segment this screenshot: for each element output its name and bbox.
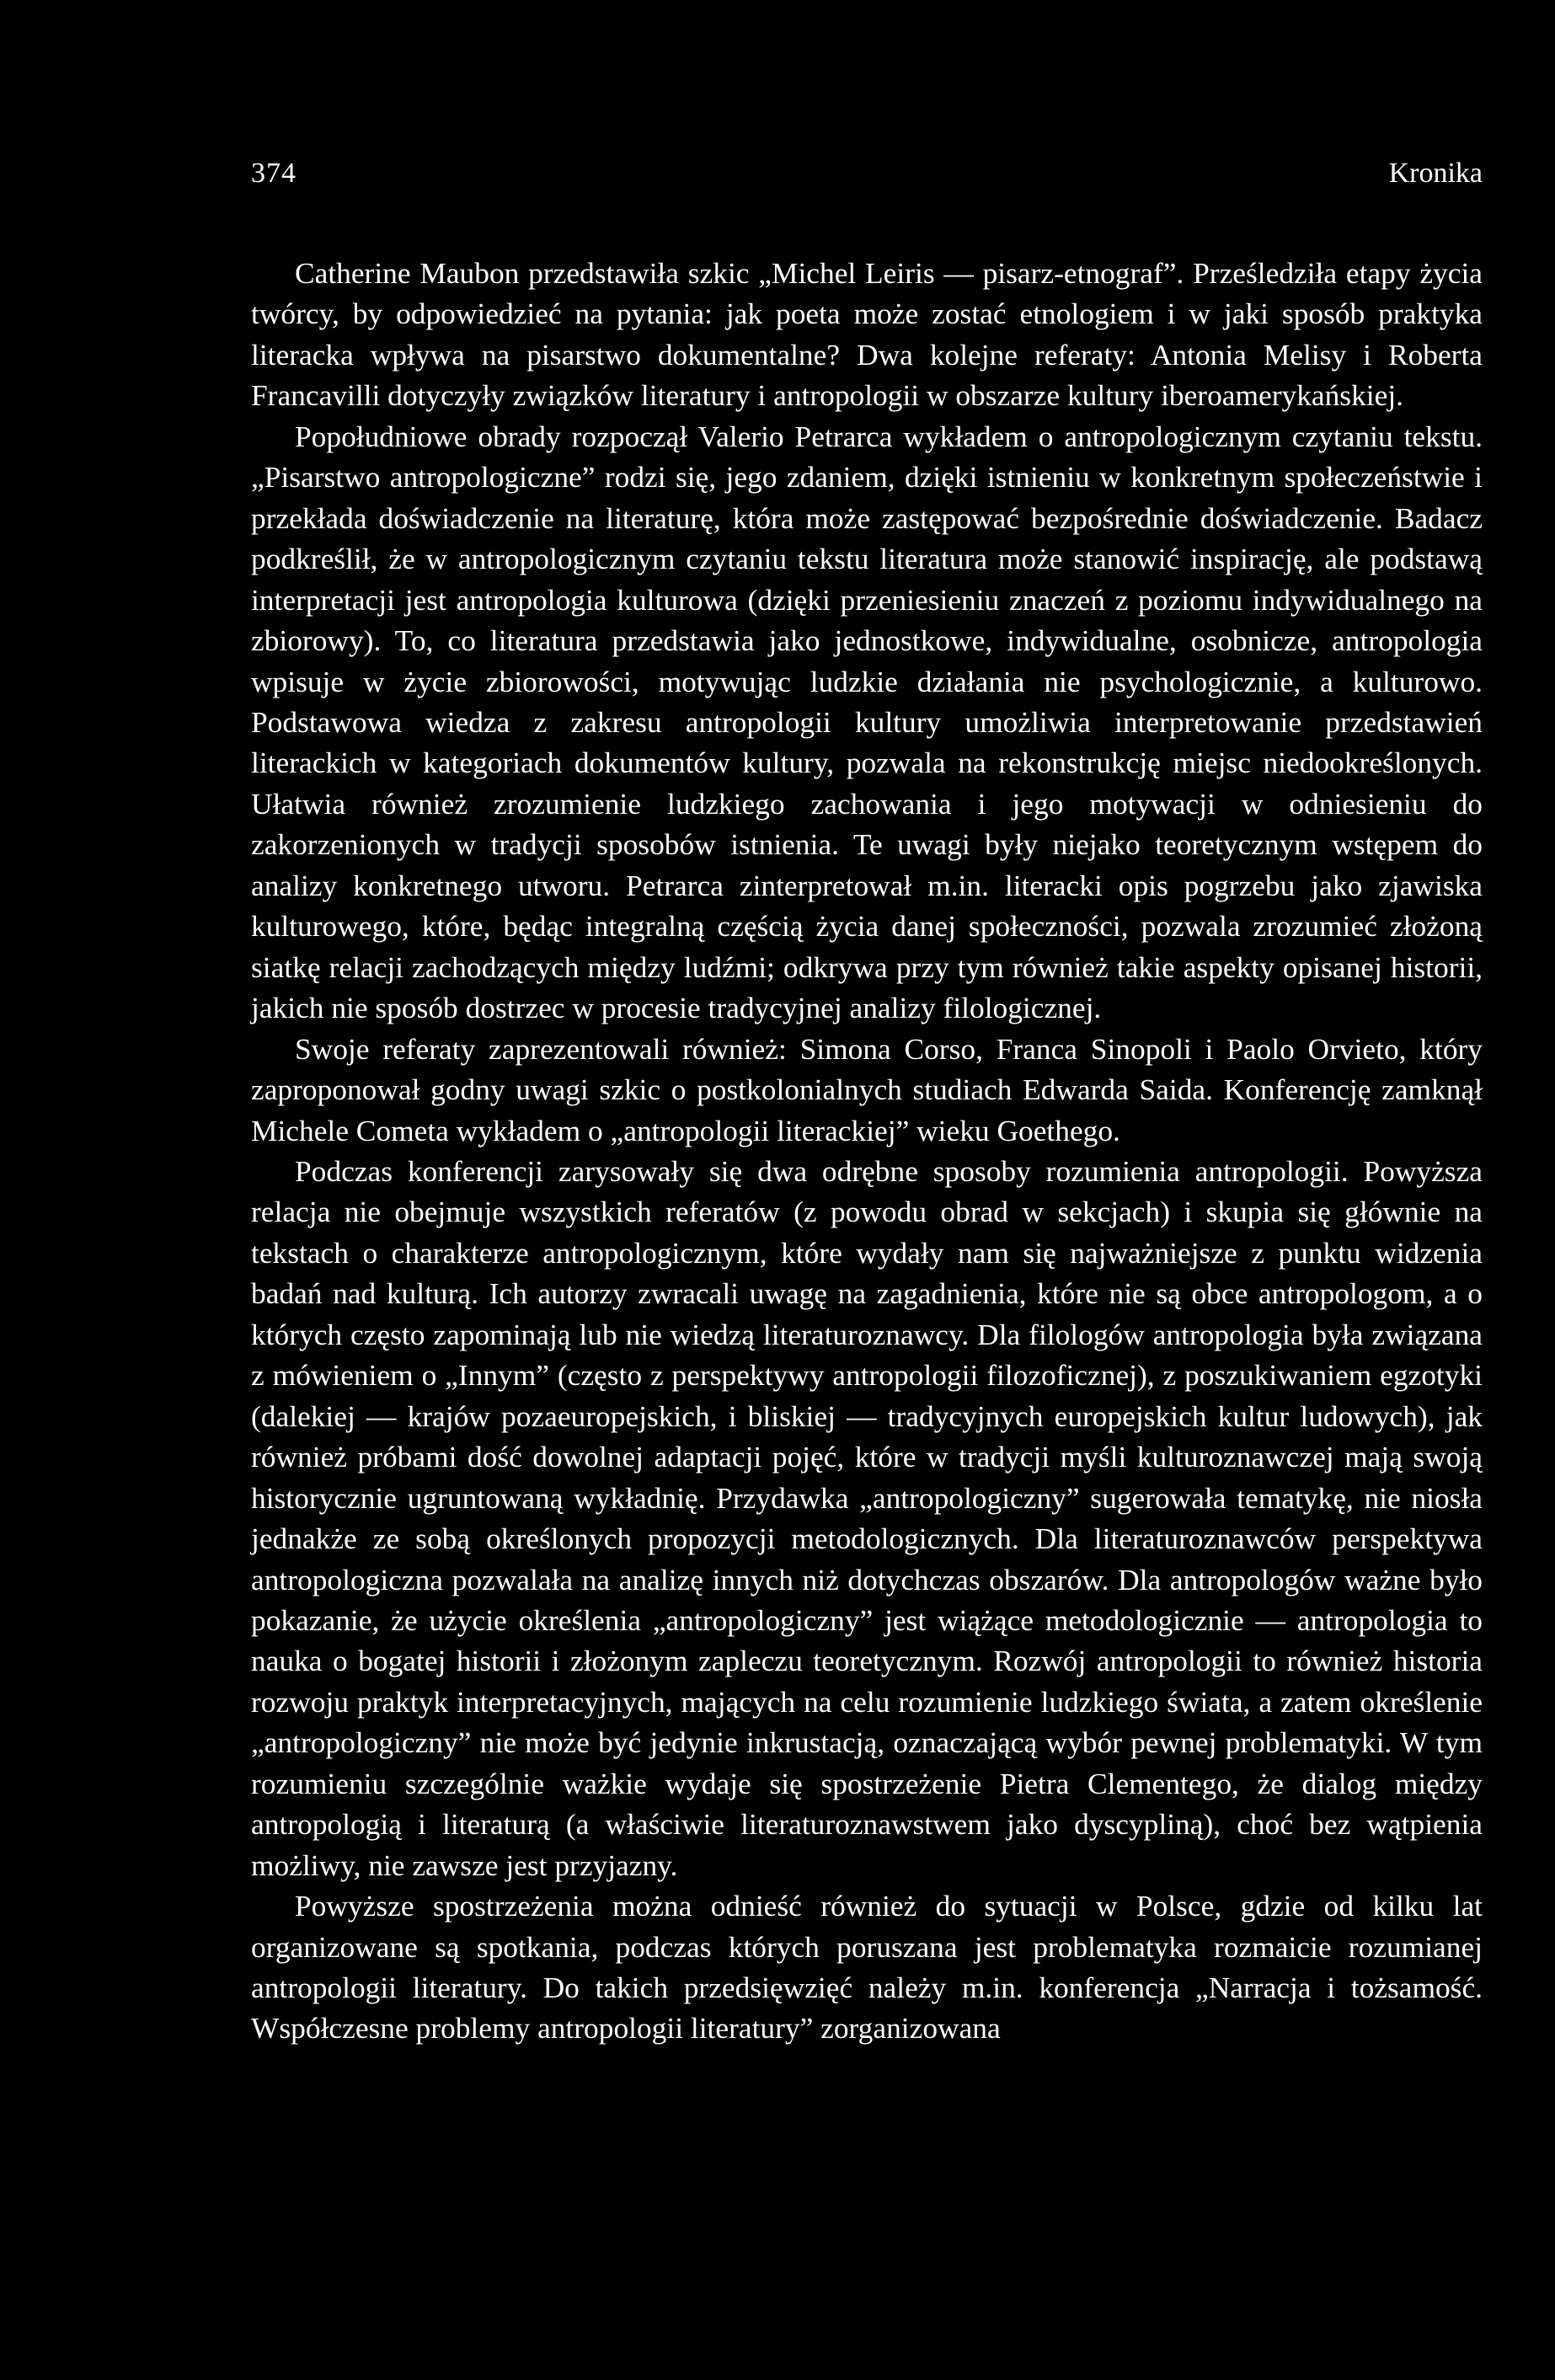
- paragraph-maubon: Catherine Maubon przedstawiła szkic „Michel Leiris — pisarz-etnograf”. Prześledziła etapy życia twórcy, by odpowiedzieć na pytania: jak poeta może zostać etnologiem i w jaki sposób praktyka literacka wpływa na pisarstwo dokumentalne? Dwa kolejne referaty: Antonia Melisy i Roberta Francavilli dotyczyły związków literatury i antropologii w obszarze kultury iberoamerykańskiej.: [251, 256, 1483, 413]
- running-head: [251, 153, 1483, 194]
- page-number: 374: [251, 158, 297, 189]
- body-text: [251, 253, 1483, 2049]
- paragraph-other-papers: Swoje referaty zaprezentowali również: Simona Corso, Franca Sinopoli i Paolo Orvieto, który zaproponował godny uwagi szkic o postkolonialnych studiach Edwarda Saida. Konferencję zamknął Michele Cometa wykładem o „antropologii literackiej” wieku Goethego.: [251, 1031, 1483, 1147]
- paragraph-two-approaches: Podczas konferencji zarysowały się dwa odrębne sposoby rozumienia antropologii. Powyższa relacja nie obejmuje wszystkich referatów (z powodu obrad w sekcjach) i skupia się głównie na tekstach o charakterze antropologicznym, które wydały nam się najważniejsze z punktu widzenia badań nad kulturą. Ich autorzy zwracali uwagę na zagadnienia, które nie są obce antropologom, a o których często zapominają lub nie wiedzą literaturoznawcy. Dla filologów antropologia była związana z mówieniem o „Innym” (często z perspektywy antropologii filozoficznej), z poszukiwaniem egzotyki (dalekiej — krajów pozaeuropejskich, i bliskiej — tradycyjnych europejskich kultur ludowych), jak również próbami dość dowolnej adaptacji pojęć, które w tradycji myśli kulturoznawczej mają swoją historycznie ugruntowaną wykładnię. Przydawka „antropologiczny” sugerowała tematykę, nie niosła jednakże ze sobą określonych propozycji metodologicznych. Dla literaturoznawców perspektywa antropologiczna pozwalała na analizę innych niż dotychczas obszarów. Dla antropologów ważne było pokazanie, że użycie określenia „antropologiczny” jest wiążące metodologicznie — antropologia to nauka o bogatej historii i złożonym zapleczu teoretycznym. Rozwój antropologii to również historia rozwoju praktyk interpretacyjnych, mających na celu rozumienie ludzkiego świata, a zatem określenie „antropologiczny” nie może być jedynie inkrustacją, oznaczającą wybór pewnej problematyki. W tym rozumieniu szczególnie ważkie wydaje się spostrzeżenie Pietra Clementego, że dialog między antropologią i literaturą (a właściwie literaturoznawstwem jako dyscypliną), choć bez wątpienia możliwy, nie zawsze jest przyjazny.: [251, 1153, 1483, 1882]
- paragraph-poland: Powyższe spostrzeżenia można odnieść również do sytuacji w Polsce, gdzie od kilku lat organizowane są spotkania, podczas których poruszana jest problematyka rozmaicie rozumianej antropologii literatury. Do takich przedsięwzięć należy m.in. konferencja „Narracja i tożsamość. Współczesne problemy antropologii literatury” zorganizowana: [251, 1889, 1483, 2046]
- paragraph-petrarca: Popołudniowe obrady rozpoczął Valerio Petrarca wykładem o antropologicznym czytaniu tekstu. „Pisarstwo antropologiczne” rodzi się, jego zdaniem, dzięki istnieniu w konkretnym społeczeństwie i przekłada doświadczenie na literaturę, która może zastępować bezpośrednie doświadczenie. Badacz podkreślił, że w antropologicznym czytaniu tekstu literatura może stanowić inspirację, ale podstawą interpretacji jest antropologia kulturowa (dzięki przeniesieniu znaczeń z poziomu indywidualnego na zbiorowy). To, co literatura przedstawia jako jednostkowe, indywidualne, osobnicze, antropologia wpisuje w życie zbiorowości, motywując ludzkie działania nie psychologicznie, a kulturowo. Podstawowa wiedza z zakresu antropologii kultury umożliwia interpretowanie przedstawień literackich w kategoriach dokumentów kultury, pozwala na rekonstrukcję miejsc niedookreślonych. Ułatwia również zrozumienie ludzkiego zachowania i jego motywacji w odniesieniu do zakorzenionych w tradycji sposobów istnienia. Te uwagi były niejako teoretycznym wstępem do analizy konkretnego utworu. Petrarca zinterpretował m.in. literacki opis pogrzebu jako zjawiska kulturowego, które, będąc integralną częścią życia danej społeczności, pozwala zrozumieć złożoną siatkę relacji zachodzących między ludźmi; odkrywa przy tym również takie aspekty opisanej historii, jakich nie sposób dostrzec w procesie tradycyjnej analizy filologicznej.: [251, 419, 1483, 1025]
- section-title: Kronika: [1388, 158, 1483, 189]
